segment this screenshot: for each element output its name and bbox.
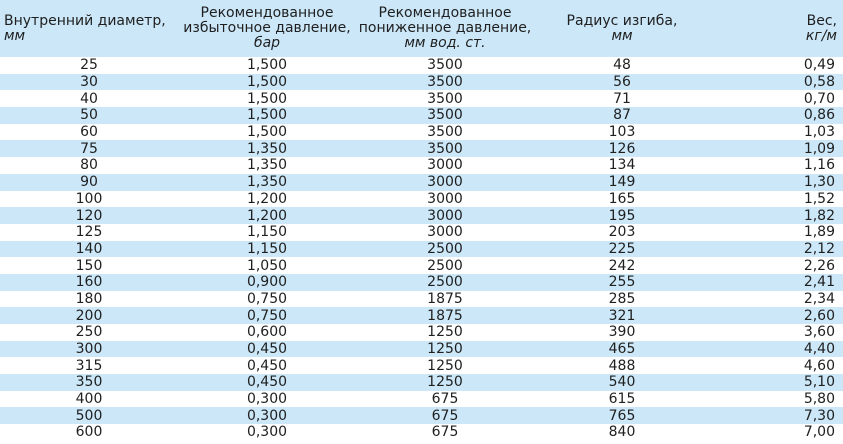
cell-overpressure: 0,750 [246,307,288,324]
cell-bend-radius: 87 [613,107,631,124]
cell-inner-diameter: 30 [80,74,98,91]
header-inner-diameter [0,0,178,57]
cell-underpressure: 3000 [427,157,463,174]
cell-bend-radius: 465 [608,341,636,358]
cell-overpressure: 1,500 [246,90,288,107]
cell-overpressure: 0,450 [246,357,288,374]
cell-overpressure: 0,450 [246,374,288,391]
table-row [0,107,843,124]
header-unit: кг/м [805,27,837,44]
cell-underpressure: 3000 [427,224,463,241]
cell-weight: 3,60 [803,324,835,341]
cell-inner-diameter: 500 [75,407,103,424]
cell-underpressure: 1875 [427,290,463,307]
cell-overpressure: 0,750 [246,290,288,307]
table-row [0,274,843,291]
cell-weight: 2,34 [803,290,835,307]
header-unit: мм вод. ст. [404,35,486,51]
cell-underpressure: 3500 [427,57,463,74]
cell-overpressure: 0,300 [246,424,288,441]
cell-underpressure: 1250 [427,324,463,341]
cell-overpressure: 1,350 [246,174,288,191]
header-unit: мм [611,27,633,44]
cell-underpressure: 3500 [427,140,463,157]
cell-bend-radius: 48 [613,57,631,74]
cell-overpressure: 1,500 [246,74,288,91]
cell-overpressure: 0,600 [246,324,288,341]
cell-bend-radius: 285 [608,290,636,307]
cell-inner-diameter: 350 [75,374,103,391]
header-label: Рекомендованное избыточное давление, [183,5,351,36]
cell-inner-diameter: 160 [75,274,103,291]
header-unit: мм [4,27,26,44]
cell-inner-diameter: 315 [75,357,103,374]
cell-weight: 4,40 [803,341,835,358]
cell-bend-radius: 488 [608,357,636,374]
cell-weight: 1,09 [803,140,835,157]
cell-weight: 2,60 [803,307,835,324]
cell-inner-diameter: 60 [80,124,98,141]
cell-bend-radius: 840 [608,424,636,441]
cell-underpressure: 675 [431,391,459,408]
table-row [0,374,843,391]
cell-weight: 0,70 [803,90,835,107]
cell-overpressure: 1,500 [246,57,288,74]
cell-underpressure: 3000 [427,174,463,191]
cell-bend-radius: 225 [608,240,636,257]
cell-overpressure: 0,300 [246,391,288,408]
cell-overpressure: 1,350 [246,140,288,157]
cell-inner-diameter: 80 [80,157,98,174]
cell-weight: 4,60 [803,357,835,374]
cell-bend-radius: 540 [608,374,636,391]
header-underpressure [356,0,534,57]
header-label: Вес, [806,12,837,29]
cell-weight: 1,82 [803,207,835,224]
table-row [0,224,843,241]
table-row [0,74,843,91]
cell-weight: 7,30 [803,407,835,424]
header-weight [710,0,843,57]
cell-underpressure: 3500 [427,74,463,91]
cell-inner-diameter: 600 [75,424,103,441]
table-row [0,207,843,224]
cell-inner-diameter: 200 [75,307,103,324]
cell-overpressure: 0,300 [246,407,288,424]
cell-underpressure: 3000 [427,207,463,224]
cell-inner-diameter: 40 [80,90,98,107]
cell-weight: 0,49 [803,57,835,74]
cell-weight: 5,80 [803,391,835,408]
cell-inner-diameter: 50 [80,107,98,124]
cell-weight: 7,00 [803,424,835,441]
cell-weight: 2,41 [803,274,835,291]
cell-inner-diameter: 25 [80,57,98,74]
table-row [0,407,843,424]
cell-inner-diameter: 90 [80,174,98,191]
cell-bend-radius: 242 [608,257,636,274]
table-body [0,57,843,441]
cell-bend-radius: 615 [608,391,636,408]
cell-inner-diameter: 125 [75,224,103,241]
table-row [0,341,843,358]
table-row [0,241,843,258]
cell-inner-diameter: 180 [75,290,103,307]
cell-bend-radius: 390 [608,324,636,341]
table-row [0,157,843,174]
header-label: Радиус изгиба, [566,12,678,29]
cell-overpressure: 1,500 [246,107,288,124]
cell-bend-radius: 321 [608,307,636,324]
cell-bend-radius: 71 [613,90,631,107]
cell-weight: 1,52 [803,190,835,207]
cell-inner-diameter: 140 [75,240,103,257]
cell-overpressure: 1,150 [246,224,288,241]
table-row [0,424,843,441]
table-row [0,257,843,274]
cell-weight: 2,12 [803,240,835,257]
table-row [0,90,843,107]
cell-underpressure: 1875 [427,307,463,324]
cell-inner-diameter: 120 [75,207,103,224]
cell-bend-radius: 765 [608,407,636,424]
header-label: Внутренний диаметр, [4,12,166,29]
cell-underpressure: 3500 [427,90,463,107]
header-overpressure [178,0,356,57]
cell-bend-radius: 255 [608,274,636,291]
table-row [0,291,843,308]
table-row [0,324,843,341]
cell-inner-diameter: 75 [80,140,98,157]
cell-overpressure: 1,200 [246,190,288,207]
cell-bend-radius: 56 [613,74,631,91]
cell-underpressure: 1250 [427,357,463,374]
cell-overpressure: 1,500 [246,124,288,141]
cell-weight: 2,26 [803,257,835,274]
cell-weight: 1,30 [803,174,835,191]
cell-weight: 1,16 [803,157,835,174]
cell-weight: 0,58 [803,74,835,91]
cell-underpressure: 2500 [427,240,463,257]
table-row [0,307,843,324]
cell-overpressure: 1,050 [246,257,288,274]
cell-overpressure: 1,350 [246,157,288,174]
cell-bend-radius: 134 [608,157,636,174]
cell-underpressure: 3500 [427,107,463,124]
table-row [0,391,843,408]
cell-bend-radius: 203 [608,224,636,241]
table-row [0,57,843,74]
cell-bend-radius: 126 [608,140,636,157]
cell-underpressure: 2500 [427,257,463,274]
cell-inner-diameter: 400 [75,391,103,408]
cell-bend-radius: 165 [608,190,636,207]
table-row [0,191,843,208]
cell-overpressure: 0,450 [246,341,288,358]
cell-inner-diameter: 100 [75,190,103,207]
cell-underpressure: 3500 [427,124,463,141]
cell-overpressure: 1,200 [246,207,288,224]
cell-bend-radius: 149 [608,174,636,191]
cell-underpressure: 3000 [427,190,463,207]
cell-bend-radius: 103 [608,124,636,141]
cell-weight: 1,03 [803,124,835,141]
header-row [0,0,843,57]
cell-underpressure: 1250 [427,341,463,358]
cell-inner-diameter: 300 [75,341,103,358]
header-bend-radius [534,0,710,57]
cell-inner-diameter: 150 [75,257,103,274]
cell-underpressure: 2500 [427,274,463,291]
table-row [0,174,843,191]
cell-weight: 1,89 [803,224,835,241]
cell-underpressure: 675 [431,424,459,441]
cell-underpressure: 1250 [427,374,463,391]
table-row [0,357,843,374]
cell-underpressure: 675 [431,407,459,424]
cell-bend-radius: 195 [608,207,636,224]
cell-inner-diameter: 250 [75,324,103,341]
header-label: Рекомендованное пониженное давление, [358,5,532,36]
cell-overpressure: 0,900 [246,274,288,291]
cell-weight: 5,10 [803,374,835,391]
cell-overpressure: 1,150 [246,240,288,257]
table-row [0,124,843,141]
table-row [0,140,843,157]
cell-weight: 0,86 [803,107,835,124]
header-unit: бар [253,35,281,51]
